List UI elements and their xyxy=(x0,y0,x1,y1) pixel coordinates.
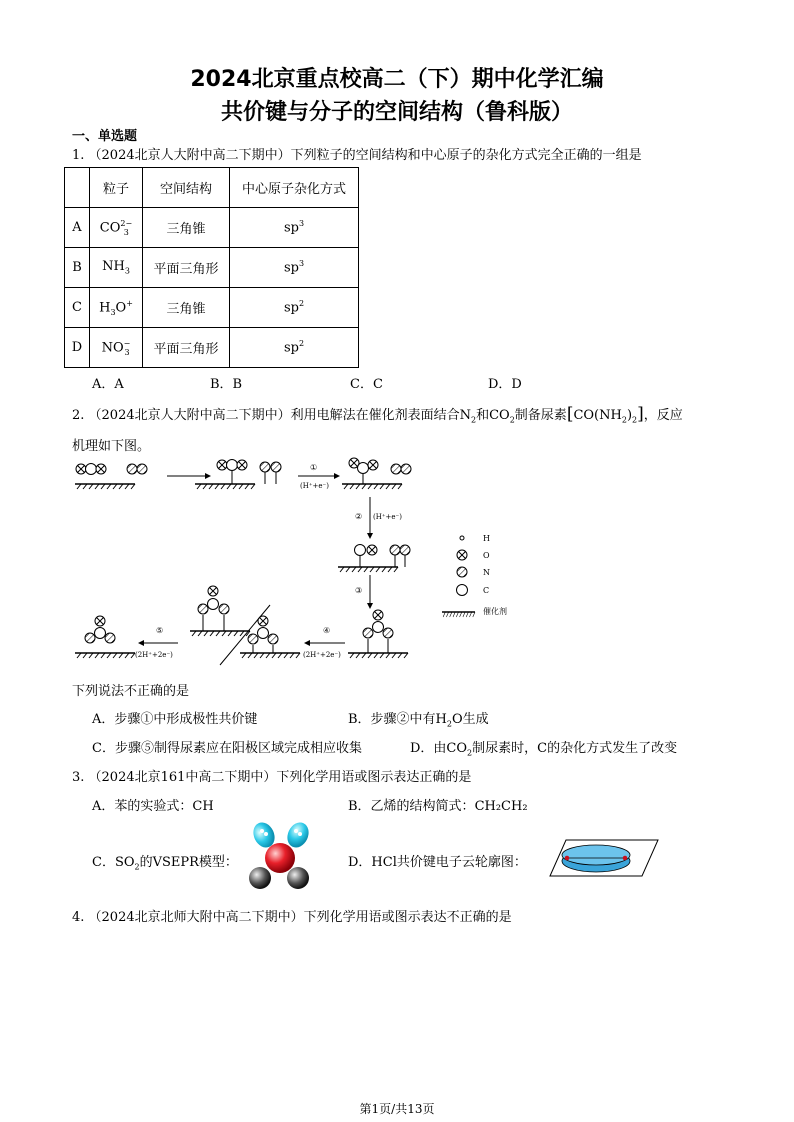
step-label: ③ xyxy=(355,586,363,595)
step-label: (2H⁺+2e⁻) xyxy=(303,651,341,659)
hcl-electron-cloud-image xyxy=(540,838,660,878)
option-c: C．步骤⑤制得尿素应在阳极区域完成相应收集 xyxy=(92,741,362,756)
option-b: B．步骤②中有$H_2O$生成 xyxy=(348,712,489,729)
option-c: C．C xyxy=(350,377,383,392)
question-1-stem: 1. （2024北京人大附中高二下期中）下列粒子的空间结构和中心原子的杂化方式完全正确的一组是 xyxy=(72,148,642,163)
table-row: A CO 2− 3 三角锥 $sp^3$ xyxy=(65,208,359,248)
section-heading: 一、单选题 xyxy=(72,129,138,144)
option-b: B．乙烯的结构简式：CH₂CH₂ xyxy=(348,799,528,814)
legend-label: 催化剂 xyxy=(483,607,507,616)
catalyst-surface xyxy=(240,653,300,658)
option-c: C．$SO_2$的VSEPR模型： xyxy=(92,855,238,872)
reaction-mechanism-diagram xyxy=(70,455,510,675)
question-1-table xyxy=(64,167,359,368)
step-label: (2H⁺+2e⁻) xyxy=(135,651,173,659)
step-label: ① xyxy=(310,463,318,472)
option-d: D．D xyxy=(488,377,522,392)
catalyst-surface xyxy=(348,653,408,658)
page-subtitle: 共价键与分子的空间结构（鲁科版） xyxy=(220,100,573,125)
catalyst-surface xyxy=(342,484,402,489)
catalyst-surface xyxy=(190,631,250,636)
question-3-stem: 3. （2024北京161中高二下期中）下列化学用语或图示表达正确的是 xyxy=(72,770,472,785)
option-a: A．苯的实验式：CH xyxy=(92,799,214,814)
option-d: D．由$CO_2$制尿素时，C的杂化方式发生了改变 xyxy=(410,741,678,758)
page-footer: 第1页/共13页 xyxy=(359,1102,435,1116)
question-2-stem: 2. （2024北京人大附中高二下期中）利用电解法在催化剂表面结合$N_2$和$CO_2$制备尿素$[CO(NH_2)_2]$，反应 xyxy=(72,404,683,425)
legend-label: O xyxy=(483,551,490,560)
option-a: A．步骤①中形成极性共价键 xyxy=(92,712,258,727)
option-a: A．A xyxy=(92,377,124,392)
table-row: C $H_3O^+$ 三角锥 $sp^2$ xyxy=(65,288,359,328)
table-header: 空间结构 xyxy=(143,168,230,208)
step-label: ② xyxy=(355,512,363,521)
legend-label: C xyxy=(483,586,490,595)
legend-n-icon xyxy=(457,567,467,577)
option-b: B．B xyxy=(210,377,243,392)
legend-h-icon xyxy=(460,536,464,540)
table-header: 粒子 xyxy=(90,168,143,208)
table-header: 中心原子杂化方式 xyxy=(230,168,359,208)
catalyst-surface xyxy=(75,653,135,658)
legend-label: H xyxy=(483,534,490,543)
catalyst-surface xyxy=(195,484,255,489)
question-2-stem-line2: 机理如下图。 xyxy=(72,439,151,454)
question-4-stem: 4. （2024北京北师大附中高二下期中）下列化学用语或图示表达不正确的是 xyxy=(72,910,512,925)
table-row: D NO − 3 平面三角形 $sp^2$ xyxy=(65,328,359,368)
step-label: ④ xyxy=(323,626,331,635)
page-title: 2024北京重点校高二（下）期中化学汇编 xyxy=(190,67,604,92)
step-label: (H⁺+e⁻) xyxy=(373,513,402,521)
legend-c-icon xyxy=(457,585,468,596)
option-d: D．HCl共价键电子云轮廓图： xyxy=(348,855,527,870)
vsepr-model-image xyxy=(242,820,322,892)
step-label: ⑤ xyxy=(156,626,164,635)
table-row: B $NH_3$ 平面三角形 $sp^3$ xyxy=(65,248,359,288)
step-label: (H⁺+e⁻) xyxy=(300,482,329,490)
catalyst-surface xyxy=(75,484,135,489)
legend-o-icon xyxy=(457,550,467,560)
catalyst-surface xyxy=(338,567,398,572)
legend-label: N xyxy=(483,568,490,577)
question-2-ask: 下列说法不正确的是 xyxy=(72,684,190,699)
